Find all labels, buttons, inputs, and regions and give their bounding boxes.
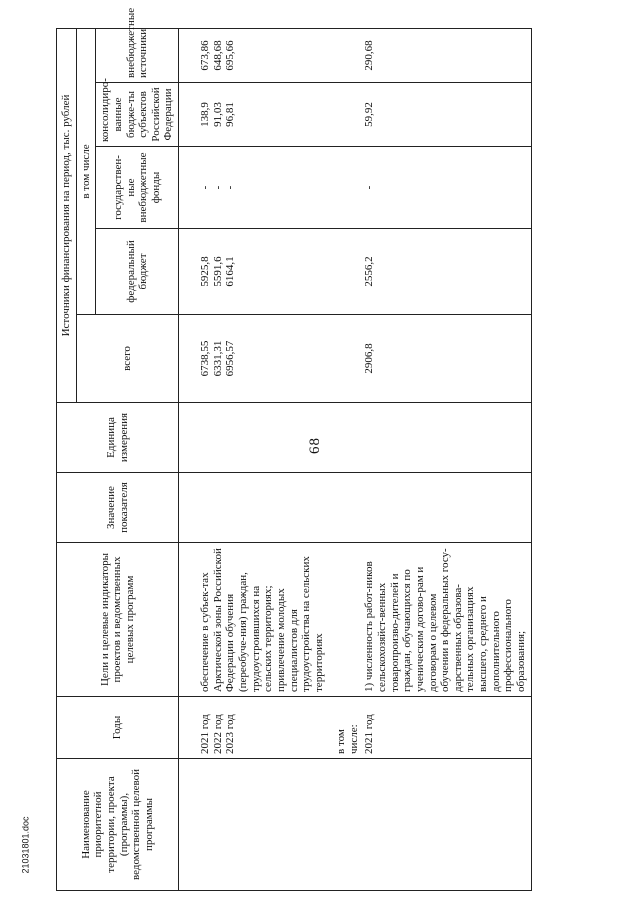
row-extra: 695,66 <box>224 29 237 83</box>
row-extra: 673,86 <box>199 29 212 83</box>
goal-text: обеспечение в субъек-тах Арктической зоны Российской Федерации обучения (переобуче-ния) граждан, трудоустроившихся на сельских территориях; привлечение молодых специалистов для трудоустройства на сельских территориях <box>199 543 335 697</box>
header-state-funds: государствен-ные внебюджетные фонды <box>96 147 179 229</box>
header-extra: внебюджетные источники <box>96 29 179 83</box>
header-total: всего <box>76 315 178 403</box>
row-total: 6956,57 <box>224 315 237 403</box>
financing-table-rotated <box>56 7 616 891</box>
sub-row-federal: 2556,2 <box>360 229 531 315</box>
header-including: в том числе <box>76 29 96 315</box>
header-value: Значение показателя <box>57 473 179 543</box>
table-row <box>237 29 335 891</box>
financing-table <box>56 7 532 891</box>
table-row <box>335 29 360 891</box>
header-sources-group: Источники финансирования на период, тыс. рублей <box>57 29 77 403</box>
including-label: в том числе: <box>335 697 360 759</box>
row-extra: 648,68 <box>212 29 225 83</box>
row-year: 2021 год <box>199 697 212 759</box>
row-federal: 5591,6 <box>212 229 225 315</box>
row-total: 6738,55 <box>199 315 212 403</box>
table-row <box>360 29 531 891</box>
row-federal: 6164,1 <box>224 229 237 315</box>
sub-row-extra: 290,68 <box>360 29 531 83</box>
sub-row-state-funds: - <box>360 147 531 229</box>
sub-row-goal: 1) численность работ-ников сельскохозяйст-венных товаропроизво-дителей и граждан, обучающихся по ученическим догово-рам и договорам о целевом обучении в федеральных госу-дарственных образова-тельных организациях высшего, среднего и дополнительного профессионального образования; <box>360 543 531 697</box>
table-row <box>224 29 237 891</box>
sub-row-total: 2906,8 <box>360 315 531 403</box>
sub-row-year: 2021 год <box>360 697 531 759</box>
sub-row-regional: 59,92 <box>360 83 531 147</box>
row-regional: 96,81 <box>224 83 237 147</box>
row-total: 6331,31 <box>212 315 225 403</box>
header-regional: консолидиро-ванные бюдже-ты субъектов Российской Федерации <box>96 83 179 147</box>
row-year: 2022 год <box>212 697 225 759</box>
table-row <box>212 29 225 891</box>
row-federal: 5925,8 <box>199 229 212 315</box>
document-code: 21031801.doc <box>20 816 31 874</box>
row-regional: 138,9 <box>199 83 212 147</box>
header-unit: Единица измерения <box>57 403 179 473</box>
header-federal: федеральный бюджет <box>96 229 179 315</box>
row-year: 2023 год <box>224 697 237 759</box>
header-name: Наименование приоритетной территории, проекта (программы), ведомственной целевой программы <box>57 759 179 891</box>
header-years: Годы <box>57 697 179 759</box>
row-state-funds: - <box>212 147 225 229</box>
row-state-funds: - <box>224 147 237 229</box>
row-state-funds: - <box>199 147 212 229</box>
row-regional: 91,03 <box>212 83 225 147</box>
table-row <box>199 29 212 891</box>
page-number: 68 <box>307 437 323 454</box>
header-goals: Цели и целевые индикаторы проектов и ведомственных целевых программ <box>57 543 179 697</box>
